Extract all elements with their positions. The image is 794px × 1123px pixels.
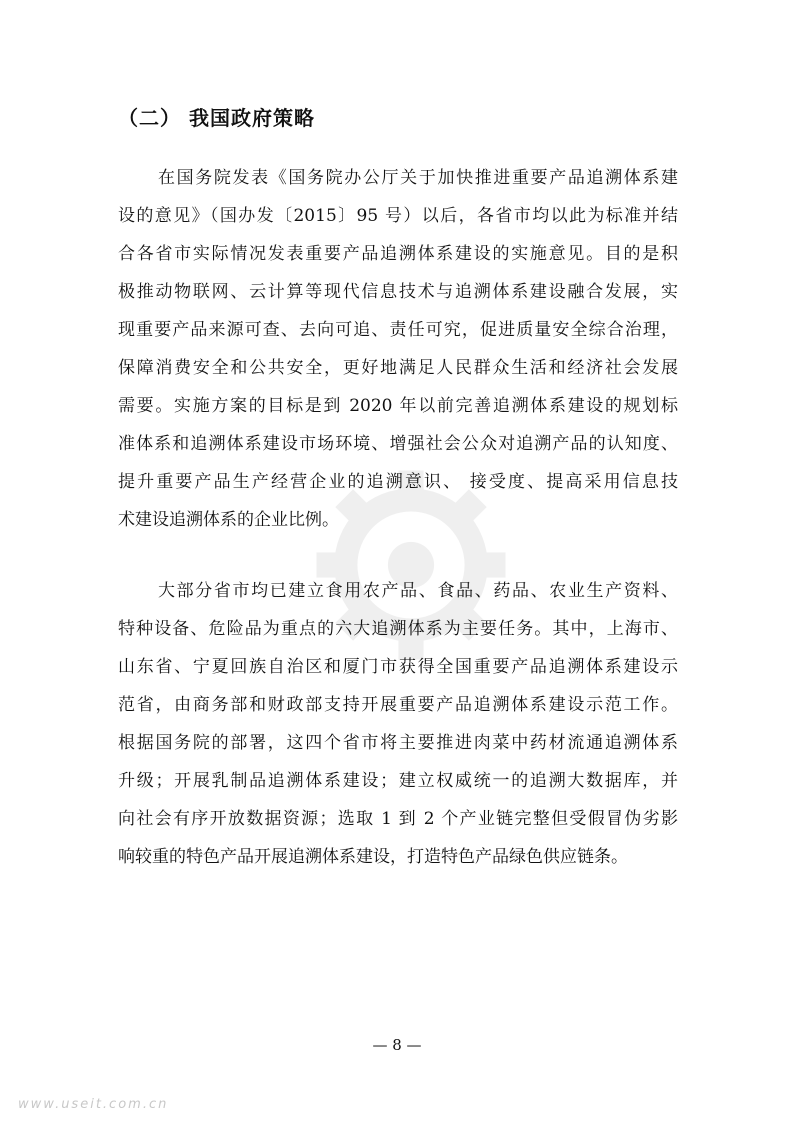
paragraph-line: 合各省市实际情况发表重要产品追溯体系建设的实施意见。目的是积 [118,244,678,264]
paragraph-provincial-progress [118,572,678,876]
paragraph-line: 大部分省市均已建立食用农产品、食品、药品、农业生产资料、 [158,581,678,601]
paragraph-policy-intro [118,159,678,539]
paragraph-line: 向社会有序开放数据资源；选取 1 到 2 个产业链完整但受假冒伪劣影 [118,809,678,829]
paragraph-line: 保障消费安全和公共安全，更好地满足人民群众生活和经济社会发展 [118,358,678,378]
paragraph-line: 升级；开展乳制品追溯体系建设；建立权威统一的追溯大数据库，并 [118,771,678,791]
paragraph-line: 术建设追溯体系的企业比例。 [118,510,339,530]
paragraph-line: 现重要产品来源可查、去向可追、责任可究，促进质量安全综合治理， [118,320,678,340]
paragraph-line: 需要。实施方案的目标是到 2020 年以前完善追溯体系建设的规划标 [118,396,678,416]
section-heading: （二） 我国政府策略 [118,106,315,130]
paragraph-line: 特种设备、危险品为重点的六大追溯体系为主要任务。其中，上海市、 [118,619,678,639]
paragraph-line: 根据国务院的部署，这四个省市将主要推进肉菜中药材流通追溯体系 [118,733,678,753]
paragraph-line: 准体系和追溯体系建设市场环境、增强社会公众对追溯产品的认知度、 [118,434,678,454]
paragraph-line: 在国务院发表《国务院办公厅关于加快推进重要产品追溯体系建 [158,168,678,188]
paragraph-line: 响较重的特色产品开展追溯体系建设，打造特色产品绿色供应链条。 [118,847,628,867]
site-watermark: www.useit.com.cn [18,1097,169,1112]
paragraph-line: 提升重要产品生产经营企业的追溯意识、 接受度、提高采用信息技 [118,472,678,492]
paragraph-line: 山东省、宁夏回族自治区和厦门市获得全国重要产品追溯体系建设示 [118,657,678,677]
paragraph-line: 范省，由商务部和财政部支持开展重要产品追溯体系建设示范工作。 [118,695,678,715]
page-number: — 8 — [372,1036,422,1054]
paragraph-line: 设的意见》（国办发〔2015〕95 号）以后，各省市均以此为标准并结 [118,206,678,226]
paragraph-line: 极推动物联网、云计算等现代信息技术与追溯体系建设融合发展，实 [118,282,678,302]
